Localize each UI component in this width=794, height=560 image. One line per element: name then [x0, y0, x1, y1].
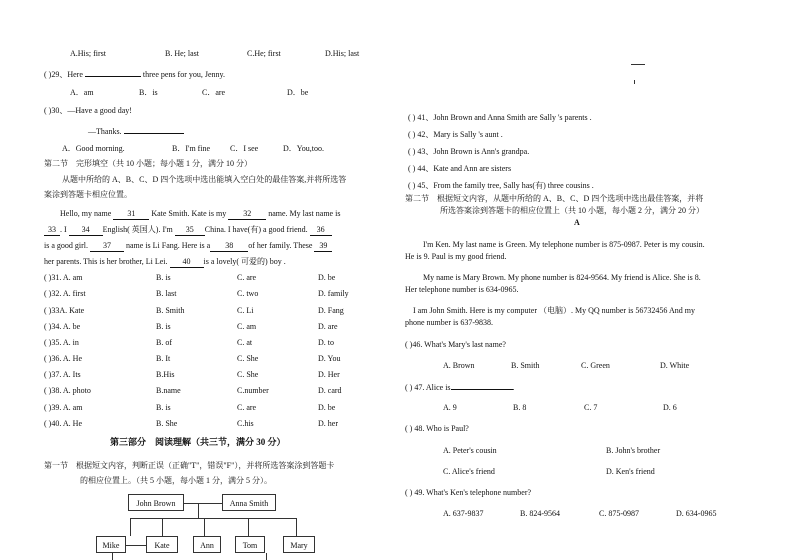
- q29-option-d: D．be: [287, 88, 309, 97]
- q46-option-c[interactable]: C. Green: [581, 361, 610, 370]
- part3-heading: 第三部分 阅读理解（共三节，满分 30 分）: [110, 437, 286, 447]
- cloze-39-c[interactable]: C. are: [237, 403, 257, 412]
- cloze-36-a[interactable]: ( )36. A. He: [44, 354, 82, 363]
- q47-blank[interactable]: [451, 381, 513, 390]
- tf-42[interactable]: ( ) 42、Mary is Sally 's aunt .: [408, 130, 503, 139]
- cloze-33-a[interactable]: ( )33A. Kate: [44, 306, 85, 315]
- tree-branch-line: [266, 553, 267, 560]
- q30-reply: [88, 125, 184, 137]
- cloze-37-b[interactable]: B.His: [156, 370, 175, 379]
- q48-option-d[interactable]: D. Ken's friend: [606, 467, 655, 476]
- q48-option-b[interactable]: B. John's brother: [606, 446, 661, 455]
- paragraph-john-1: I am John Smith. Here is my computer （电脑）. My QQ number is 56732456 And my: [413, 306, 695, 315]
- tree-branch-line: [162, 518, 163, 536]
- passage-line-4: [44, 257, 286, 268]
- q28-option-c: C.He; first: [247, 49, 281, 58]
- cloze-37-a[interactable]: ( )37. A. Its: [44, 370, 81, 379]
- cloze-34-d[interactable]: D. are: [318, 322, 338, 331]
- cloze-34-b[interactable]: B. is: [156, 322, 171, 331]
- section2-instruction-1: 从题中所给的 A、B、C、D 四个选项中选出能填入空白处的最佳答案,并将所选答: [62, 175, 347, 184]
- tree-spouse-line: [126, 545, 146, 546]
- cloze-32-a[interactable]: ( )32. A. first: [44, 289, 86, 298]
- passage-line-1: [60, 209, 340, 220]
- cloze-38-b[interactable]: B.name: [156, 386, 181, 395]
- cloze-31-d[interactable]: D. be: [318, 273, 336, 282]
- tree-branch-line: [248, 518, 249, 536]
- cloze-32-c[interactable]: C. two: [237, 289, 259, 298]
- cloze-34-a[interactable]: ( )34. A. be: [44, 322, 81, 331]
- q47-option-d[interactable]: D. 6: [663, 403, 677, 412]
- tree-node-john-brown: John Brown: [128, 494, 184, 511]
- passage-line-2: [44, 225, 332, 236]
- tree-node-anna-smith: Anna Smith: [222, 494, 276, 511]
- blank-36[interactable]: 36: [310, 225, 332, 236]
- q49-stem: ( ) 49. What's Ken's telephone number?: [405, 488, 532, 497]
- paragraph-ken-1: I'm Ken. My last name is Green. My telephone number is 875-0987. Peter is my cousin.: [423, 240, 705, 249]
- section2-instruction-2: 案涂到答题卡相应位置。: [44, 190, 132, 199]
- tree-node-mike: Mike: [96, 536, 126, 553]
- passage-text: English( 英国人). I'm: [102, 225, 173, 234]
- section2-right-instruction-2: 所选答案涂到答题卡的相应位置上（共 10 小题，每小题 2 分，满分 20 分）: [440, 206, 704, 215]
- cloze-35-a[interactable]: ( )35. A. in: [44, 338, 79, 347]
- tree-branch-line: [112, 553, 113, 560]
- part3-section1-instruction-2: 的相应位置上。（共 5 小题，每小题 1 分，满分 5 分）。: [80, 476, 272, 485]
- passage-label-a: A: [574, 218, 580, 227]
- q30-stem: ( )30、—Have a good day!: [44, 106, 132, 115]
- part3-section1-instruction-1: 第一节 根据短文内容，判断正误（正确"T"，错误"F"），并将所选答案涂到答题卡: [44, 461, 335, 470]
- q46-option-b[interactable]: B. Smith: [511, 361, 540, 370]
- q46-option-a[interactable]: A. Brown: [443, 361, 475, 370]
- q48-stem: ( ) 48. Who is Paul?: [405, 424, 469, 433]
- cloze-33-b[interactable]: B. Smith: [156, 306, 185, 315]
- cloze-38-a[interactable]: ( )38. A. photo: [44, 386, 91, 395]
- q30-blank[interactable]: [124, 125, 184, 134]
- cloze-33-c[interactable]: C. Li: [237, 306, 254, 315]
- blank-35[interactable]: 35: [175, 225, 205, 236]
- paragraph-john-2: phone number is 637-9838.: [405, 318, 493, 327]
- blank-31[interactable]: 31: [113, 209, 149, 220]
- q48-option-c[interactable]: C. Alice's friend: [443, 467, 495, 476]
- tree-node-kate: Kate: [146, 536, 178, 553]
- paragraph-mary-1: My name is Mary Brown. My phone number is 824-9564. My friend is Alice. She is 8.: [423, 273, 701, 282]
- q47-option-a[interactable]: A. 9: [443, 403, 457, 412]
- cloze-36-b[interactable]: B. It: [156, 354, 171, 363]
- tree-node-ann: Ann: [193, 536, 221, 553]
- q29-blank[interactable]: [85, 68, 141, 77]
- tf-41[interactable]: ( ) 41、John Brown and Anna Smith are Sally 's parents .: [408, 113, 592, 122]
- blank-37[interactable]: 37: [90, 241, 124, 252]
- q29-stem: [44, 68, 225, 80]
- cloze-39-b[interactable]: B. is: [156, 403, 171, 412]
- tree-children-bar: [130, 518, 296, 519]
- cloze-38-d[interactable]: D. card: [318, 386, 342, 395]
- cloze-36-c[interactable]: C. She: [237, 354, 259, 363]
- blank-32[interactable]: 32: [228, 209, 266, 220]
- q47-option-c[interactable]: C. 7: [584, 403, 598, 412]
- q47-stem: ( ) 47. Alice is .: [405, 383, 515, 392]
- passage-text: her parents. This is her brother, Li Lei.: [44, 257, 168, 266]
- cloze-37-d[interactable]: D. Her: [318, 370, 340, 379]
- cloze-34-c[interactable]: C. am: [237, 322, 257, 331]
- passage-text: is a lovely( 可爱的) boy .: [203, 257, 286, 266]
- passage-text: Hello, my name: [60, 209, 112, 218]
- tf-44[interactable]: ( ) 44、Kate and Ann are sisters: [408, 164, 512, 173]
- cloze-40-d[interactable]: D. her: [318, 419, 338, 428]
- q46-stem: ( )46. What's Mary's last name?: [405, 340, 506, 349]
- cloze-32-d[interactable]: D. family: [318, 289, 349, 298]
- cloze-31-b[interactable]: B. is: [156, 273, 171, 282]
- paragraph-ken-2: He is 9. Paul is my good friend.: [405, 252, 507, 261]
- cloze-38-c[interactable]: C.number: [237, 386, 269, 395]
- passage-text: Kate Smith. Kate is my: [151, 209, 227, 218]
- section2-heading: 第二节 完形填空（共 10 小题；每小题 1 分，满分 10 分）: [44, 159, 252, 168]
- passage-text: . I: [60, 225, 67, 234]
- q30-reply-text: —Thanks.: [88, 127, 122, 136]
- q49-option-b[interactable]: B. 824-9564: [520, 509, 560, 518]
- q48-option-a[interactable]: A. Peter's cousin: [443, 446, 497, 455]
- page-mark: [634, 80, 635, 84]
- tree-branch-line: [296, 518, 297, 536]
- blank-39[interactable]: 39: [314, 241, 332, 252]
- tree-descent-line: [198, 503, 199, 518]
- q49-option-a[interactable]: A. 637-9837: [443, 509, 484, 518]
- q28-option-b: B. He; last: [165, 49, 199, 58]
- blank-34[interactable]: 34: [69, 225, 103, 236]
- q49-option-d[interactable]: D. 634-0965: [676, 509, 717, 518]
- tree-node-tom: Tom: [235, 536, 265, 553]
- q28-option-d: D.His; last: [325, 49, 360, 58]
- q29-number: ( )29、Here: [44, 70, 83, 79]
- cloze-39-d[interactable]: D. be: [318, 403, 336, 412]
- q46-option-d[interactable]: D. White: [660, 361, 690, 370]
- section2-right-instruction-1: 第二节 根据短文内容，从题中所给的 A、B、C、D 四个选项中选出最佳答案，并将: [405, 194, 704, 203]
- cloze-35-d[interactable]: D. to: [318, 338, 334, 347]
- passage-text: name. My last name is: [268, 209, 341, 218]
- passage-text: name is Li Fang. Here is a: [126, 241, 211, 250]
- passage-text: of her family. These: [248, 241, 313, 250]
- q30-option-a: A．Good morning.: [62, 144, 125, 153]
- q30-option-c: C．I see: [230, 144, 259, 153]
- q47-option-b[interactable]: B. 8: [513, 403, 527, 412]
- tree-branch-line: [130, 518, 131, 536]
- q30-option-d: D．You,too.: [283, 144, 324, 153]
- cloze-40-a[interactable]: ( )40. A. He: [44, 419, 82, 428]
- passage-line-3: [44, 241, 332, 252]
- tree-spouse-line: [184, 503, 222, 504]
- cloze-40-c[interactable]: C.his: [237, 419, 254, 428]
- tf-43[interactable]: ( ) 43、John Brown is Ann's grandpa.: [408, 147, 530, 156]
- cloze-33-d[interactable]: D. Fang: [318, 306, 344, 315]
- cloze-40-b[interactable]: B. She: [156, 419, 178, 428]
- q30-option-b: B．I'm fine: [172, 144, 211, 153]
- cloze-32-b[interactable]: B. last: [156, 289, 177, 298]
- cloze-39-a[interactable]: ( )39. A. am: [44, 403, 83, 412]
- blank-33[interactable]: 33: [44, 225, 60, 236]
- q29-option-c: C．are: [202, 88, 226, 97]
- q47-stem-text: ( ) 47. Alice is: [405, 383, 451, 392]
- tf-45[interactable]: ( ) 45、From the family tree, Sally has(有) three cousins .: [408, 181, 594, 190]
- blank-40[interactable]: 40: [170, 257, 204, 268]
- q49-option-c[interactable]: C. 875-0987: [599, 509, 639, 518]
- tree-branch-line: [204, 518, 205, 536]
- blank-38[interactable]: 38: [210, 241, 248, 252]
- page-mark: [631, 64, 645, 65]
- q28-option-a: A.His; first: [70, 49, 106, 58]
- q29-option-b: B．is: [139, 88, 158, 97]
- paragraph-mary-2: Her telephone number is 634-0965.: [405, 285, 519, 294]
- cloze-36-d[interactable]: D. You: [318, 354, 341, 363]
- q29-tail: three pens for you, Jenny.: [142, 70, 225, 79]
- passage-text: is a good girl.: [44, 241, 88, 250]
- passage-text: China. I have(有) a good friend.: [204, 225, 308, 234]
- q29-option-a: A．am: [70, 88, 94, 97]
- cloze-37-c[interactable]: C. She: [237, 370, 259, 379]
- cloze-31-c[interactable]: C. are: [237, 273, 257, 282]
- cloze-35-b[interactable]: B. of: [156, 338, 172, 347]
- tree-node-mary: Mary: [283, 536, 315, 553]
- cloze-31-a[interactable]: ( )31. A. am: [44, 273, 83, 282]
- cloze-35-c[interactable]: C. at: [237, 338, 253, 347]
